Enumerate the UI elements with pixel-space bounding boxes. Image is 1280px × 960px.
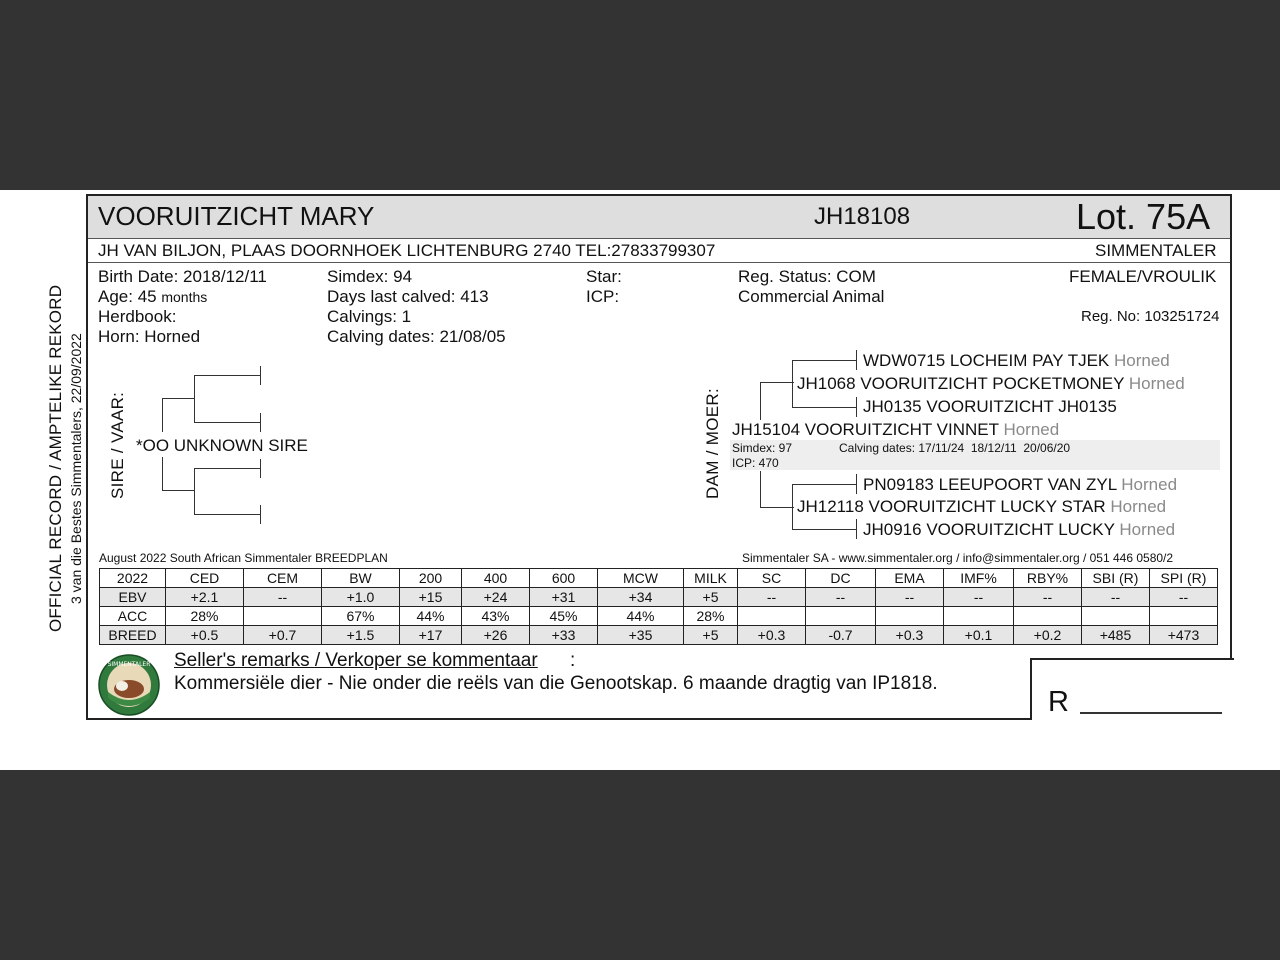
sire-bracket-bottom-h [162,490,194,491]
sire-dam-tick2 [260,505,261,524]
dam-icp: ICP: 470 [732,456,779,470]
ebv-cell: +0.3 [738,626,806,645]
ebv-cell: +0.7 [244,626,322,645]
ebv-cell: +1.0 [322,588,400,607]
ebv-cell: +35 [598,626,684,645]
dam-name: JH15104 VOORUITZICHT VINNET [732,420,999,439]
sire-label: SIRE / VAAR: [108,391,127,499]
ebv-cell: +485 [1082,626,1150,645]
reg-number: Reg. No: 103251724 [1081,308,1220,325]
dam-calving-dates: Calving dates: 17/11/24 18/12/11 20/06/20 [839,441,1071,455]
simmentaler-logo [98,654,160,716]
ebv-cell: CEM [244,569,322,588]
ebv-cell: 44% [598,607,684,626]
ebv-cell: 600 [530,569,598,588]
breedplan-caption: August 2022 South African Simmentaler BREEDPLAN [99,551,388,565]
ebv-cell: RBY% [1014,569,1082,588]
ebv-cell: 28% [684,607,738,626]
age-value: Age: 45 [98,287,157,306]
dam-dam-tick1 [856,474,857,494]
sire-sire-top [194,375,260,376]
age-unit: months [161,289,208,305]
ebv-cell: 2022 [100,569,166,588]
dam-dam-dam-horn: Horned [1119,520,1176,539]
dam-dam [797,497,1166,517]
ebv-cell: CED [166,569,244,588]
ebv-cell [1150,607,1218,626]
days-last-calved: Days last calved: 413 [327,287,489,306]
sale-label: 3 van die Bestes Simmentalers, 22/09/2022 [68,333,84,604]
ebv-cell: SBI (R) [1082,569,1150,588]
star: Star: [586,267,622,286]
ebv-cell: -- [1150,588,1218,607]
calvings: Calvings: 1 [327,307,412,326]
ebv-cell: +33 [530,626,598,645]
dam-sire-sire-name: WDW0715 LOCHEIM PAY TJEK [863,351,1110,370]
dam-dam-dam [863,520,1175,540]
ebv-cell: 44% [400,607,462,626]
dam-dam-sire [863,475,1177,495]
sire-dam-top [194,468,260,469]
dam-sire-top [792,360,856,361]
dam-dam-bottom [792,529,856,530]
ebv-cell: -- [244,588,322,607]
remarks-text: Kommersiële dier - Nie onder die reëls van die Genootskap. 6 maande dragtig van IP1818. [174,673,938,694]
ebv-cell: ACC [100,607,166,626]
sire-sire-tick2 [260,413,261,432]
remarks-colon: : [570,650,576,671]
dam-dam-horn: Horned [1110,497,1167,516]
sire-name: *OO UNKNOWN SIRE [136,436,308,455]
sire-sire-bracket [194,375,195,423]
dam-dam-bracket [792,484,793,530]
animal-name: VOORUITZICHT MARY [98,201,375,231]
ebv-cell [1014,607,1082,626]
ebv-cell: +473 [1150,626,1218,645]
animal-id: JH18108 [814,203,911,230]
ebv-cell: BREED [100,626,166,645]
price-currency: R [1048,686,1069,718]
ebv-cell [738,607,806,626]
ebv-cell: +0.5 [166,626,244,645]
dam-sire-tick2 [856,397,857,417]
ebv-cell: SC [738,569,806,588]
dam-bracket-top-h [760,382,794,383]
ebv-cell: +26 [462,626,530,645]
ebv-table [99,568,1218,645]
sire-bracket-top-h [162,398,194,399]
ebv-cell: 67% [322,607,400,626]
dam-dam-sire-horn: Horned [1121,475,1178,494]
ebv-cell [1082,607,1150,626]
ebv-cell [244,607,322,626]
dam-bracket-lower [760,471,761,507]
ebv-cell: BW [322,569,400,588]
commercial-animal: Commercial Animal [738,287,885,306]
dam-sire-dam: JH0135 VOORUITZICHT JH0135 [863,397,1117,416]
ebv-cell: MCW [598,569,684,588]
sex: FEMALE/VROULIK [1069,267,1217,286]
ebv-cell: -- [806,588,876,607]
dam-bracket-bottom-h [760,507,794,508]
sire-bracket-lower [162,457,163,490]
dam-dam-dam-name: JH0916 VOORUITZICHT LUCKY [863,520,1115,539]
dam-sire [797,374,1185,394]
ebv-cell: +0.3 [876,626,944,645]
dam-sire-sire [863,351,1170,371]
ebv-cell: 28% [166,607,244,626]
sire-bracket-upper [162,398,163,432]
logo-text: SIMMENTALER [107,661,151,668]
ebv-cell: +17 [400,626,462,645]
reg-status: Reg. Status: COM [738,267,876,286]
ebv-cell: 200 [400,569,462,588]
dam-bracket-upper [760,382,761,420]
ebv-cell: +15 [400,588,462,607]
simdex: Simdex: 94 [327,267,413,286]
dam-dam-top [792,484,856,485]
dam-horn: Horned [1003,420,1060,439]
ebv-cell: MILK [684,569,738,588]
dam-label: DAM / MOER: [703,388,722,499]
ebv-cell: +34 [598,588,684,607]
ebv-cell: -0.7 [806,626,876,645]
dam-sire-tick1 [856,350,857,370]
dam [732,420,1059,440]
price-blank-line [1080,712,1222,714]
ebv-cell: +5 [684,588,738,607]
age [98,287,207,307]
sire-sire-bottom [194,422,260,423]
ebv-cell: -- [876,588,944,607]
dam-dam-sire-name: PN09183 LEEUPOORT VAN ZYL [863,475,1117,494]
remarks-title: Seller's remarks / Verkoper se kommentaar [174,650,538,671]
ebv-header-row [100,569,1218,588]
dam-simdex: Simdex: 97 [732,441,793,455]
ebv-cell [806,607,876,626]
ebv-cell: 400 [462,569,530,588]
sire-dam-bottom [194,514,260,515]
sire-dam-bracket [194,468,195,514]
ebv-cell: +24 [462,588,530,607]
ebv-cell: +0.1 [944,626,1014,645]
dam-dam-name: JH12118 VOORUITZICHT LUCKY STAR [797,497,1106,516]
official-record-label: OFFICIAL RECORD / AMPTELIKE REKORD [46,284,65,632]
ebv-cell: SPI (R) [1150,569,1218,588]
ebv-cell: -- [944,588,1014,607]
ebv-cell: +5 [684,626,738,645]
owner-line: JH VAN BILJON, PLAAS DOORNHOEK LICHTENBURG 2740 TEL:27833799307 [98,241,716,260]
breed-name: SIMMENTALER [1095,241,1217,260]
ebv-cell: -- [1082,588,1150,607]
dam-sire-horn: Horned [1128,374,1185,393]
society-contact: Simmentaler SA - www.simmentaler.org / info@simmentaler.org / 051 446 0580/2 [742,551,1174,565]
dam-sire-name: JH1068 VOORUITZICHT POCKETMONEY [797,374,1125,393]
ebv-cell: -- [1014,588,1082,607]
breed-row [100,626,1218,645]
calving-dates: Calving dates: 21/08/05 [327,327,506,346]
icp: ICP: [586,287,620,306]
sire-dam-tick1 [260,459,261,478]
ebv-cell: DC [806,569,876,588]
herdbook: Herdbook: [98,307,177,326]
dam-sire-sire-horn: Horned [1114,351,1170,370]
ebv-cell: EBV [100,588,166,607]
ebv-cell: +31 [530,588,598,607]
ebv-cell: IMF% [944,569,1014,588]
lot-number: Lot. 75A [1076,196,1211,237]
ebv-cell: +2.1 [166,588,244,607]
ebv-cell: +0.2 [1014,626,1082,645]
ebv-cell: +1.5 [322,626,400,645]
dam-sire-bracket [792,360,793,408]
birth-date: Birth Date: 2018/12/11 [98,267,267,286]
ebv-cell: EMA [876,569,944,588]
ebv-cell [876,607,944,626]
dam-sire-bottom [792,407,856,408]
sire-sire-tick1 [260,366,261,385]
ebv-cell: 43% [462,607,530,626]
dam-dam-tick2 [856,519,857,539]
horn-status: Horn: Horned [98,327,201,346]
ebv-cell: -- [738,588,806,607]
ebv-cell: 45% [530,607,598,626]
ebv-cell [944,607,1014,626]
ebv-row [100,588,1218,607]
acc-row [100,607,1218,626]
